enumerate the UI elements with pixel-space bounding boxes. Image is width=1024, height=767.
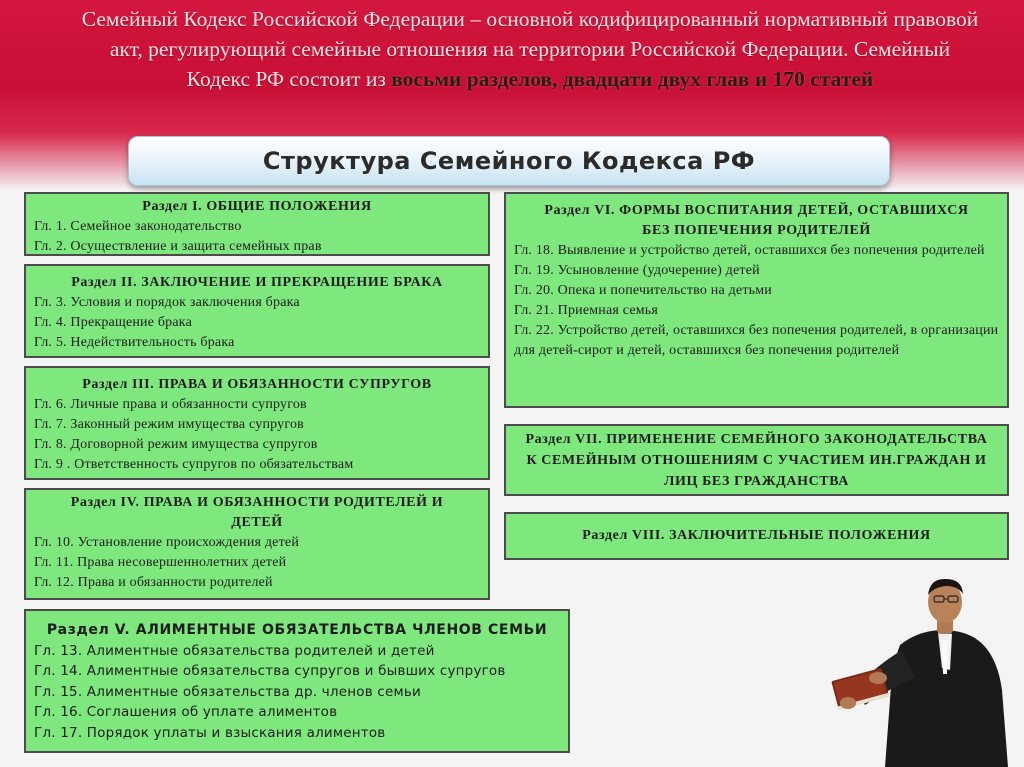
chapter-item: Гл. 6. Личные права и обязанности супругов [34, 397, 307, 412]
section-1-box [24, 192, 490, 256]
chapter-item: Гл. 14. Алиментные обязательства супругов и бывших супругов [34, 663, 506, 679]
section-4-box [24, 488, 490, 600]
section-2-box [24, 264, 490, 358]
chapter-item: Гл. 15. Алиментные обязательства др. членов семьи [34, 683, 421, 700]
chapter-item: Гл. 5. Недействительность брака [34, 335, 235, 350]
chapter-item: Гл. 9 . Ответственность супругов по обязательствам [34, 457, 354, 472]
chapter-item: Гл. 8. Договорной режим имущества супругов [34, 437, 318, 452]
chapter-item: Гл. 10. Установление происхождения детей [34, 535, 300, 550]
section-8-box [504, 512, 1009, 560]
chapter-item: Гл. 11. Права несовершеннолетних детей [34, 555, 287, 570]
intro-main: Семейный Кодекс Российской Федерации – основной кодифицированный нормативный правовой акт, регулирующий семейные отношения на территории Российской Федерации. Семейный Кодекс РФ состоит из [81, 7, 979, 91]
section-5-box [24, 609, 570, 753]
intro-text [80, 4, 980, 94]
chapter-item: Гл. 20. Опека и попечительство на детьми [514, 283, 772, 298]
section-3-box [24, 366, 490, 480]
chapter-item: Гл. 19. Усыновление (удочерение) детей [514, 263, 760, 278]
section-heading: Раздел III. ПРАВА И ОБЯЗАННОСТИ СУПРУГОВ [82, 377, 432, 392]
intro-highlight: восьми разделов, двадцати двух глав и 170 статей [391, 67, 874, 91]
chapter-item: Гл. 16. Соглашения об уплате алиментов [34, 704, 338, 720]
chapter-item: Гл. 18. Выявление и устройство детей, оставшихся без попечения родителей [514, 243, 985, 258]
chapter-item: Гл. 1. Семейное законодательство [34, 219, 242, 234]
section-heading: Раздел V. АЛИМЕНТНЫЕ ОБЯЗАТЕЛЬСТВА ЧЛЕНОВ СЕМЬИ [46, 622, 548, 638]
section-6-box [504, 192, 1009, 408]
title-bar [128, 136, 890, 186]
section-7-box [504, 424, 1009, 496]
lawyer-figure [830, 570, 1015, 767]
chapter-item: Гл. 21. Приемная семья [514, 303, 659, 318]
chapter-item: Гл. 7. Законный режим имущества супругов [34, 417, 304, 432]
section-heading: Раздел IV. ПРАВА И ОБЯЗАННОСТИ РОДИТЕЛЕЙ И ДЕТЕЙ [70, 495, 444, 530]
section-heading: Раздел I. ОБЩИЕ ПОЛОЖЕНИЯ [142, 199, 372, 214]
chapter-item: Гл. 13. Алиментные обязательства родителей и детей [34, 642, 435, 659]
section-heading: Раздел VI. ФОРМЫ ВОСПИТАНИЯ ДЕТЕЙ, ОСТАВШИХСЯ БЕЗ ПОПЕЧЕНИЯ РОДИТЕЛЕЙ [544, 203, 969, 238]
chapter-item: Гл. 2. Осуществление и защита семейных прав [34, 239, 322, 254]
chapter-item: Гл. 17. Порядок уплаты и взыскания алиментов [34, 724, 386, 741]
section-heading: Раздел VIII. ЗАКЛЮЧИТЕЛЬНЫЕ ПОЛОЖЕНИЯ [582, 528, 931, 543]
chapter-item: Гл. 3. Условия и порядок заключения брака [34, 295, 300, 310]
section-heading: Раздел VII. ПРИМЕНЕНИЕ СЕМЕЙНОГО ЗАКОНОДАТЕЛЬСТВА К СЕМЕЙНЫМ ОТНОШЕНИЯМ С УЧАСТИЕМ ИН.ГРАЖДАН И ЛИЦ БЕЗ ГРАЖДАНСТВА [525, 431, 988, 489]
chapter-item: Гл. 22. Устройство детей, оставшихся без попечения родителей, в организации для детей-сирот и детей, оставшихся без попечения родителей [514, 323, 999, 358]
page-title: Структура Семейного Кодекса РФ [262, 147, 756, 175]
section-heading: Раздел II. ЗАКЛЮЧЕНИЕ И ПРЕКРАЩЕНИЕ БРАКА [71, 275, 443, 290]
chapter-item: Гл. 12. Права и обязанности родителей [34, 575, 273, 590]
chapter-item: Гл. 4. Прекращение брака [34, 315, 193, 330]
